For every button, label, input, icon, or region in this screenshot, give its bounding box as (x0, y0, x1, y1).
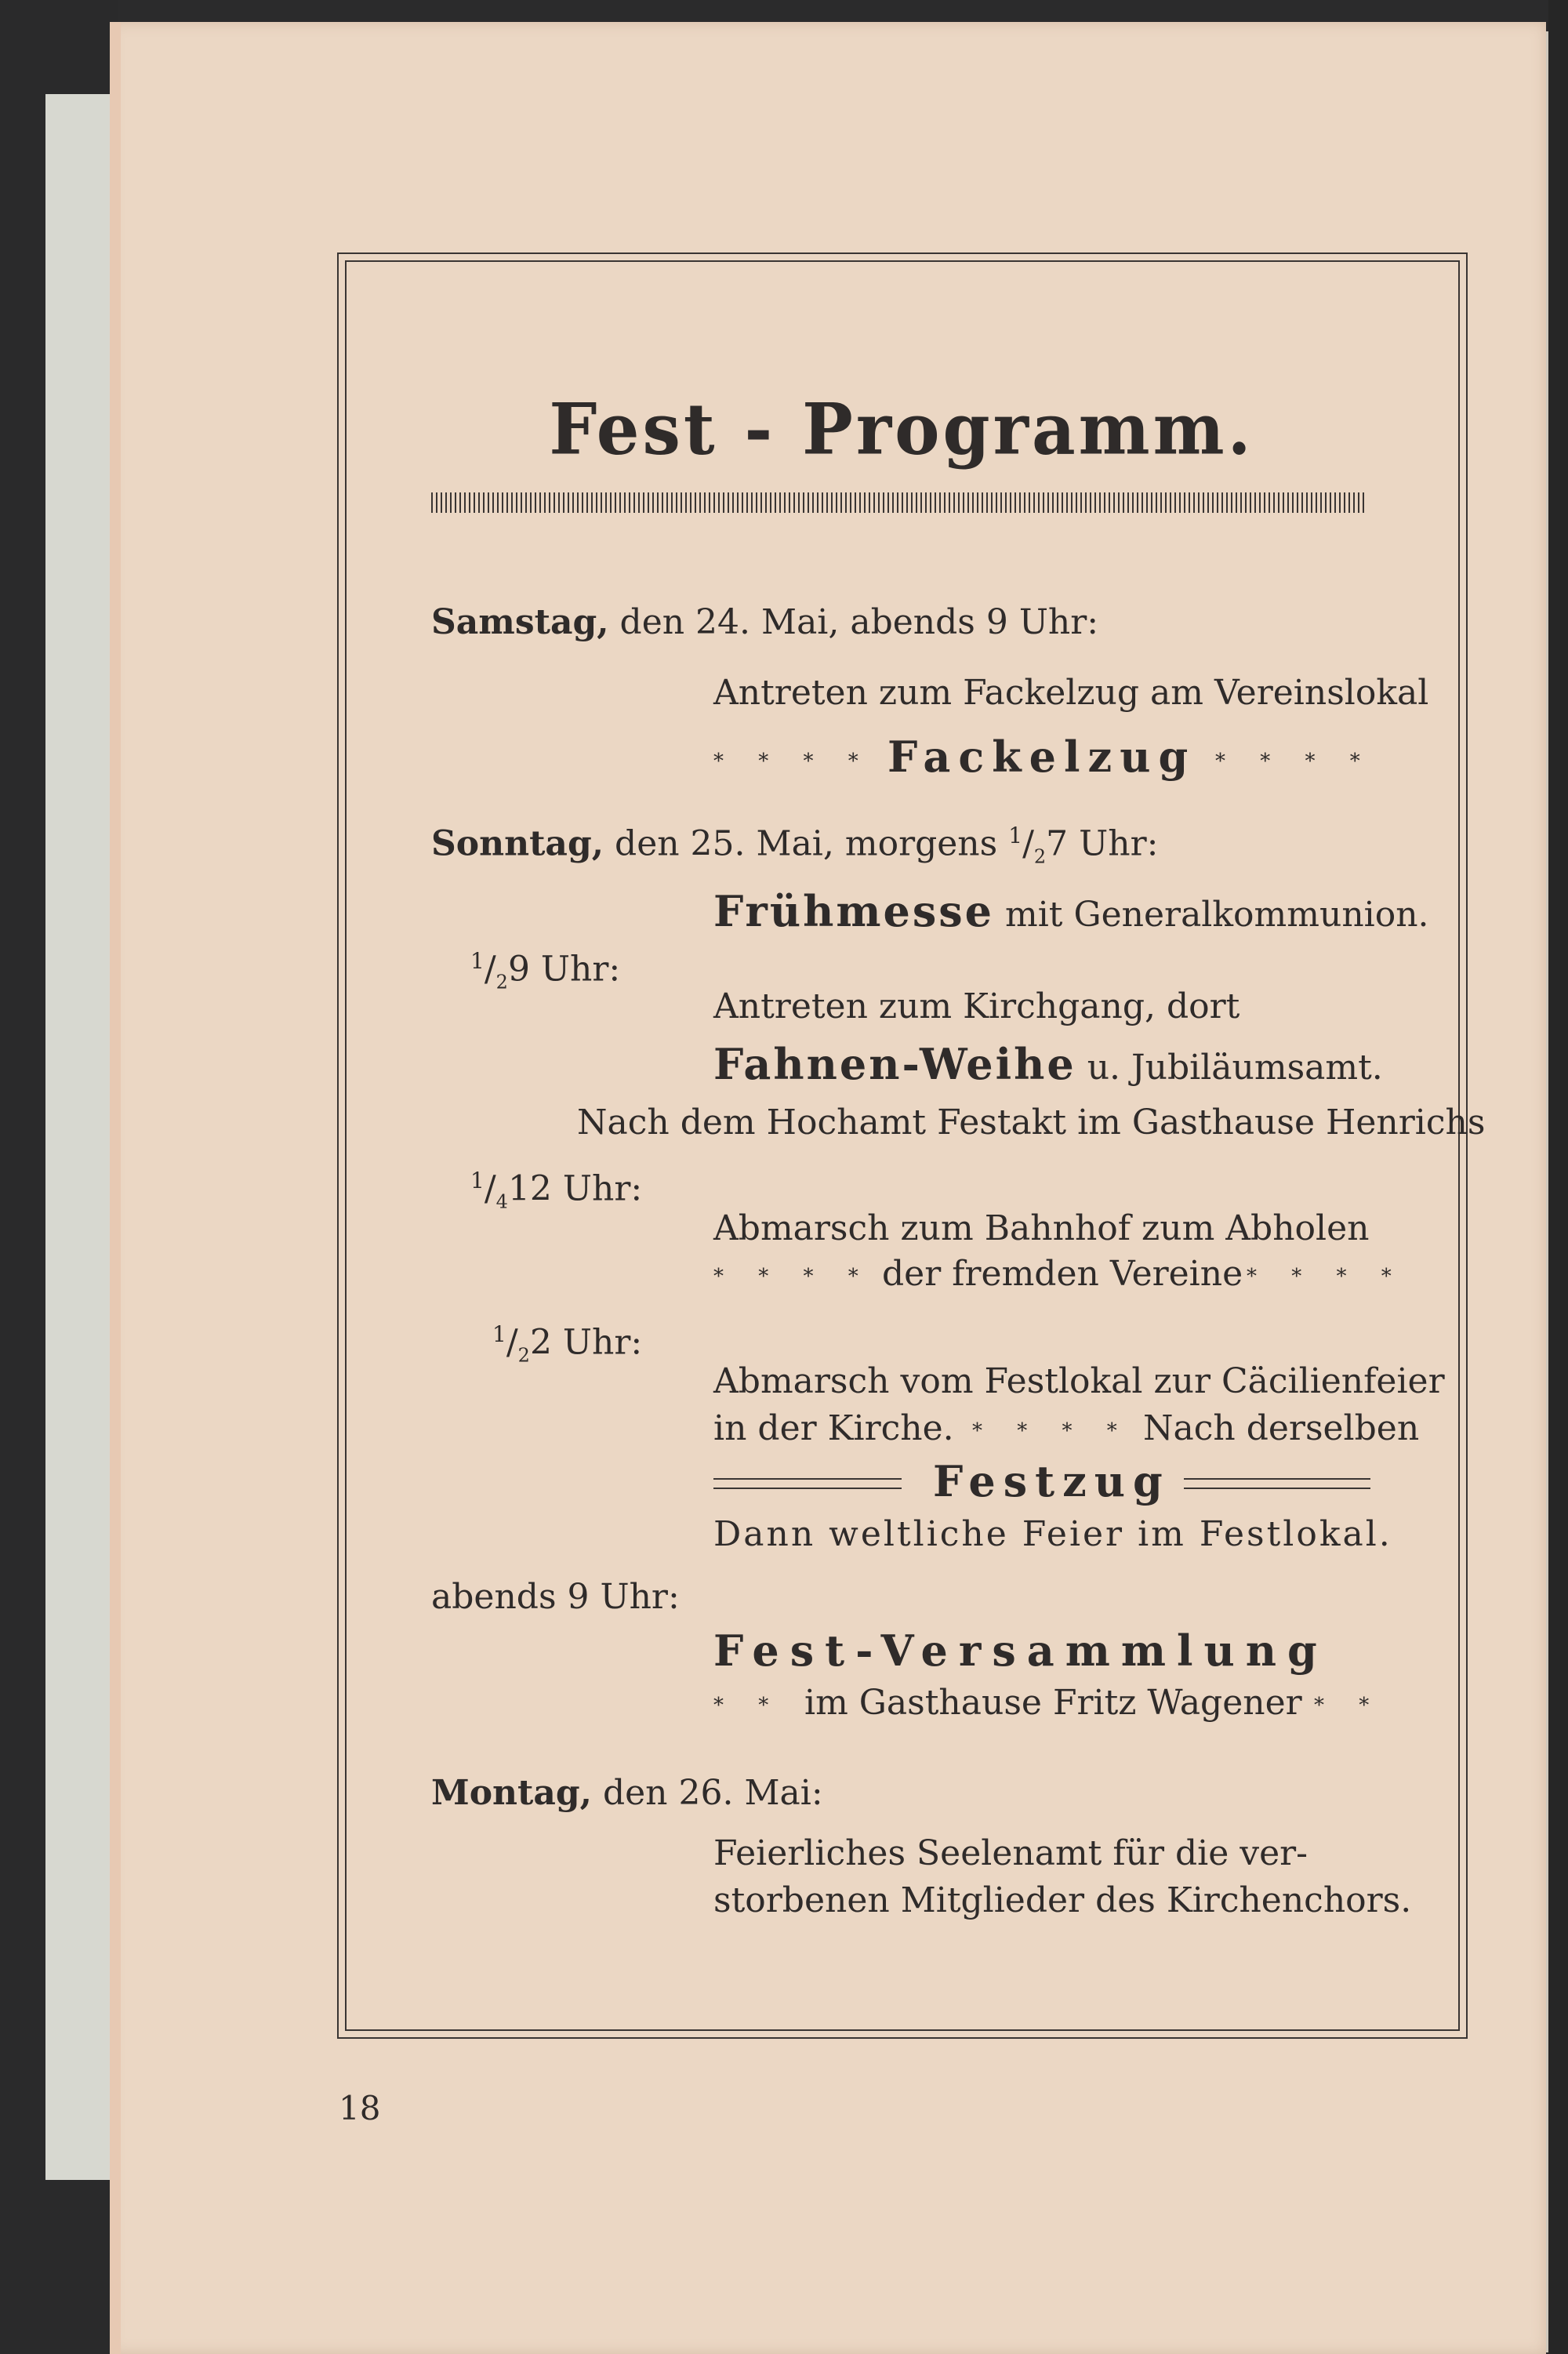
day-sonntag: Sonntag, (431, 823, 604, 864)
wagener-text: im Gasthause Fritz Wagener (804, 1683, 1302, 1723)
stars-left: * * * * (713, 1265, 873, 1288)
weihe-highlight: Fahnen-Weihe (713, 1039, 1076, 1089)
stars-left: * * * * (713, 750, 873, 773)
sonntag-heading: Sonntag, den 25. Mai, morgens $^1/_27$ Uhr: (431, 823, 1159, 868)
day-montag: Montag, (431, 1773, 592, 1813)
date-sonntag-post: 7 Uhr: (1046, 823, 1159, 864)
t2-den: 4 (495, 1190, 508, 1213)
t1-den: 2 (495, 971, 508, 994)
festzug-highlight: Festzug (933, 1456, 1171, 1506)
montag-line2: storbenen Mitglieder des Kirchenchors. (713, 1880, 1412, 1920)
page-edge (110, 22, 121, 2354)
stars-right: * * * * (1215, 750, 1374, 773)
date-samstag: den 24. Mai, abends 9 Uhr: (619, 602, 1099, 642)
samstag-line1: Antreten zum Fackelzug am Vereinslokal (713, 673, 1429, 713)
weihe-rest: u. Jubiläumsamt. (1087, 1048, 1383, 1088)
kirche-rest: Nach derselben (1143, 1408, 1420, 1448)
time-3: $^1/_22$ Uhr: (492, 1321, 643, 1367)
abmarsch1-line: Abmarsch zum Bahnhof zum Abholen (713, 1208, 1370, 1248)
fruehmesse-highlight: Frühmesse (713, 886, 995, 936)
scan-background-right (1548, 0, 1568, 2354)
frac-num: 1 (1008, 823, 1023, 848)
t2-num: 1 (470, 1168, 485, 1193)
hochamt-line: Nach dem Hochamt Festakt im Gasthause Henrichs (577, 1103, 1486, 1142)
stars-right: * * (1314, 1694, 1384, 1717)
page-title: Fest - Programm. (549, 387, 1254, 471)
stars-left: * * (713, 1694, 783, 1717)
abmarsch2-line: Abmarsch vom Festlokal zur Cäcilienfeier (713, 1361, 1445, 1401)
kirchgang-line: Antreten zum Kirchgang, dort (713, 986, 1240, 1026)
weihe-line (713, 1039, 1383, 1089)
page-number: 18 (339, 2089, 381, 2127)
day-samstag: Samstag, (431, 602, 609, 642)
double-rule-right (1184, 1478, 1370, 1489)
title-rule (431, 492, 1364, 513)
t1-num: 1 (470, 948, 485, 974)
stars-right: * * * * (1247, 1265, 1406, 1288)
fruehmesse-line (713, 886, 1429, 936)
t2-rest: 12 Uhr: (507, 1168, 643, 1209)
versammlung-highlight: Fest-Versammlung (713, 1626, 1328, 1676)
fackelzug-highlight: Fackelzug (887, 732, 1196, 782)
t3-rest: 2 Uhr: (529, 1322, 643, 1363)
frac-den: 2 (1033, 845, 1047, 868)
frame-inner (345, 260, 1460, 2031)
t1-rest: 9 Uhr: (507, 949, 621, 990)
date-montag: den 26. Mai: (602, 1773, 823, 1813)
t3-num: 1 (492, 1321, 506, 1347)
abends-time: abends 9 Uhr: (431, 1577, 680, 1617)
t3-den: 2 (517, 1344, 530, 1367)
double-rule-left (713, 1478, 902, 1489)
kirche-stars: * * * * (972, 1419, 1131, 1443)
time-2: $^1/_412$ Uhr: (470, 1168, 643, 1213)
date-sonntag-pre: den 25. Mai, morgens (615, 823, 998, 864)
montag-line1: Feierliches Seelenamt für die ver- (713, 1833, 1308, 1873)
samstag-heading (431, 602, 1099, 642)
feier-line: Dann weltliche Feier im Festlokal. (713, 1514, 1392, 1554)
fremden-text: der fremden Vereine (882, 1254, 1243, 1294)
kirche-text: in der Kirche. (713, 1408, 954, 1448)
fruehmesse-rest: mit Generalkommunion. (1005, 895, 1429, 935)
time-1: $^1/_29$ Uhr: (470, 948, 621, 994)
montag-heading (431, 1773, 823, 1813)
